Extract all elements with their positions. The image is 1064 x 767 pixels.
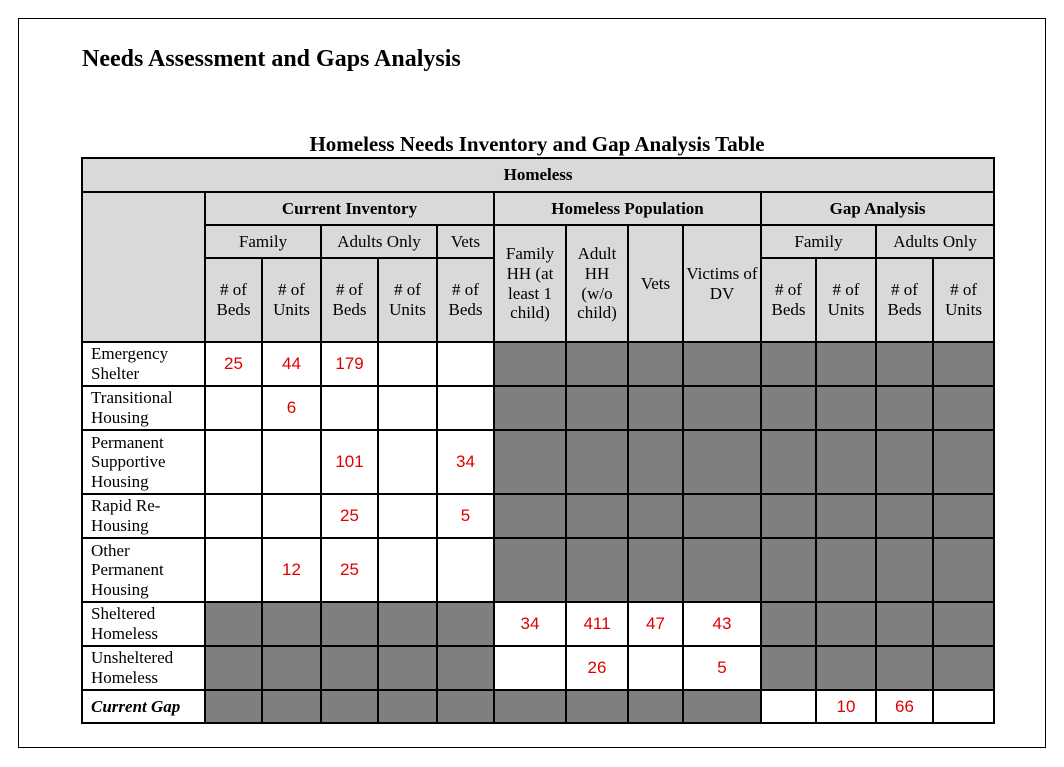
shaded-cell <box>628 690 683 723</box>
shaded-cell <box>816 602 876 646</box>
shaded-cell <box>628 494 683 538</box>
shaded-cell <box>933 646 994 690</box>
shaded-cell <box>876 602 933 646</box>
table-cell <box>378 342 437 386</box>
current-inventory-header: Current Inventory <box>205 192 494 225</box>
table-cell <box>437 342 494 386</box>
table-cell <box>262 494 321 538</box>
table-cell <box>205 386 262 430</box>
shaded-cell <box>494 494 566 538</box>
table-cell: 411 <box>566 602 628 646</box>
row-label: Unsheltered Homeless <box>82 646 205 690</box>
table-cell: 43 <box>683 602 761 646</box>
table-row <box>82 538 994 602</box>
table-cell: 44 <box>262 342 321 386</box>
shaded-cell <box>761 602 816 646</box>
table-row <box>82 386 994 430</box>
shaded-cell <box>378 602 437 646</box>
row-label: Other Permanent Housing <box>82 538 205 602</box>
shaded-cell <box>321 646 378 690</box>
shaded-cell <box>566 342 628 386</box>
table-title: Homeless Needs Inventory and Gap Analysis Table <box>309 132 765 156</box>
shaded-cell <box>437 690 494 723</box>
row-label: Emergency Shelter <box>82 342 205 386</box>
shaded-cell <box>816 430 876 494</box>
shaded-cell <box>816 494 876 538</box>
shaded-cell <box>437 602 494 646</box>
shaded-cell <box>205 690 262 723</box>
table-cell <box>205 430 262 494</box>
shaded-cell <box>628 538 683 602</box>
shaded-cell <box>876 538 933 602</box>
shaded-cell <box>683 494 761 538</box>
table-cell: 179 <box>321 342 378 386</box>
table-cell: 6 <box>262 386 321 430</box>
table-cell <box>933 690 994 723</box>
shaded-cell <box>205 602 262 646</box>
shaded-cell <box>205 646 262 690</box>
shaded-cell <box>761 342 816 386</box>
table-cell <box>321 386 378 430</box>
table-cell <box>628 646 683 690</box>
ga-adults-only-header: Adults Only <box>876 225 994 258</box>
shaded-cell <box>876 494 933 538</box>
shaded-cell <box>378 690 437 723</box>
row-label: Sheltered Homeless <box>82 602 205 646</box>
shaded-cell <box>933 386 994 430</box>
ci-adults-only-header: Adults Only <box>321 225 437 258</box>
homeless-header: Homeless <box>82 158 994 192</box>
shaded-cell <box>494 538 566 602</box>
shaded-cell <box>378 646 437 690</box>
shaded-cell <box>628 342 683 386</box>
shaded-cell <box>494 386 566 430</box>
row-label: Permanent Supportive Housing <box>82 430 205 494</box>
shaded-cell <box>761 494 816 538</box>
row-label: Rapid Re-Housing <box>82 494 205 538</box>
table-cell <box>262 430 321 494</box>
shaded-cell <box>321 602 378 646</box>
shaded-cell <box>494 430 566 494</box>
page-heading: Needs Assessment and Gaps Analysis <box>82 46 461 72</box>
table-cell: 5 <box>683 646 761 690</box>
shaded-cell <box>816 386 876 430</box>
shaded-cell <box>816 538 876 602</box>
gap-analysis-header: Gap Analysis <box>761 192 994 225</box>
shaded-cell <box>876 430 933 494</box>
table-cell: 5 <box>437 494 494 538</box>
shaded-cell <box>876 386 933 430</box>
table-cell <box>494 646 566 690</box>
col-header-units: # of Units <box>378 258 437 342</box>
ci-vets-header: Vets <box>437 225 494 258</box>
row-label: Current Gap <box>82 690 205 723</box>
shaded-cell <box>933 494 994 538</box>
homeless-population-header: Homeless Population <box>494 192 761 225</box>
shaded-cell <box>876 342 933 386</box>
shaded-cell <box>494 342 566 386</box>
table-cell: 25 <box>321 538 378 602</box>
table-cell <box>437 386 494 430</box>
shaded-cell <box>262 690 321 723</box>
shaded-cell <box>566 430 628 494</box>
family-hh-header: Family HH (at least 1 child) <box>494 225 566 342</box>
row-label: Transitional Housing <box>82 386 205 430</box>
table-row <box>82 646 994 690</box>
shaded-cell <box>566 690 628 723</box>
shaded-cell <box>566 494 628 538</box>
shaded-cell <box>816 646 876 690</box>
table-cell: 34 <box>494 602 566 646</box>
adult-hh-header: Adult HH (w/o child) <box>566 225 628 342</box>
table-cell: 25 <box>205 342 262 386</box>
col-header-beds: # of Beds <box>876 258 933 342</box>
gap-analysis-table <box>81 157 995 724</box>
ga-family-header: Family <box>761 225 876 258</box>
col-header-units: # of Units <box>262 258 321 342</box>
shaded-cell <box>816 342 876 386</box>
shaded-cell <box>761 386 816 430</box>
table-cell: 12 <box>262 538 321 602</box>
shaded-cell <box>683 342 761 386</box>
table-cell <box>378 538 437 602</box>
table-cell: 26 <box>566 646 628 690</box>
shaded-cell <box>628 386 683 430</box>
table-cell: 101 <box>321 430 378 494</box>
col-header-units: # of Units <box>933 258 994 342</box>
table-cell <box>761 690 816 723</box>
shaded-cell <box>683 386 761 430</box>
table-row <box>82 430 994 494</box>
shaded-cell <box>321 690 378 723</box>
table-cell <box>378 494 437 538</box>
table-row <box>82 602 994 646</box>
shaded-cell <box>437 646 494 690</box>
pop-vets-header: Vets <box>628 225 683 342</box>
table-cell: 34 <box>437 430 494 494</box>
col-header-beds: # of Beds <box>761 258 816 342</box>
col-header-beds: # of Beds <box>321 258 378 342</box>
shaded-cell <box>262 602 321 646</box>
shaded-cell <box>761 646 816 690</box>
col-header-units: # of Units <box>816 258 876 342</box>
shaded-cell <box>761 538 816 602</box>
shaded-cell <box>876 646 933 690</box>
table-row <box>82 342 994 386</box>
table-cell <box>205 538 262 602</box>
shaded-cell <box>933 430 994 494</box>
table-cell: 66 <box>876 690 933 723</box>
shaded-cell <box>494 690 566 723</box>
table-cell <box>437 538 494 602</box>
table-cell: 10 <box>816 690 876 723</box>
table-cell <box>378 430 437 494</box>
shaded-cell <box>933 602 994 646</box>
shaded-cell <box>933 538 994 602</box>
table-cell <box>378 386 437 430</box>
corner-header <box>82 192 205 342</box>
table-cell <box>205 494 262 538</box>
table-cell: 47 <box>628 602 683 646</box>
shaded-cell <box>628 430 683 494</box>
shaded-cell <box>566 386 628 430</box>
shaded-cell <box>683 690 761 723</box>
col-header-beds: # of Beds <box>205 258 262 342</box>
shaded-cell <box>683 538 761 602</box>
victims-dv-header: Victims of DV <box>683 225 761 342</box>
table-row <box>82 494 994 538</box>
table-cell: 25 <box>321 494 378 538</box>
shaded-cell <box>933 342 994 386</box>
col-header-beds: # of Beds <box>437 258 494 342</box>
shaded-cell <box>262 646 321 690</box>
table-row <box>82 690 994 723</box>
ci-family-header: Family <box>205 225 321 258</box>
shaded-cell <box>683 430 761 494</box>
shaded-cell <box>566 538 628 602</box>
shaded-cell <box>761 430 816 494</box>
